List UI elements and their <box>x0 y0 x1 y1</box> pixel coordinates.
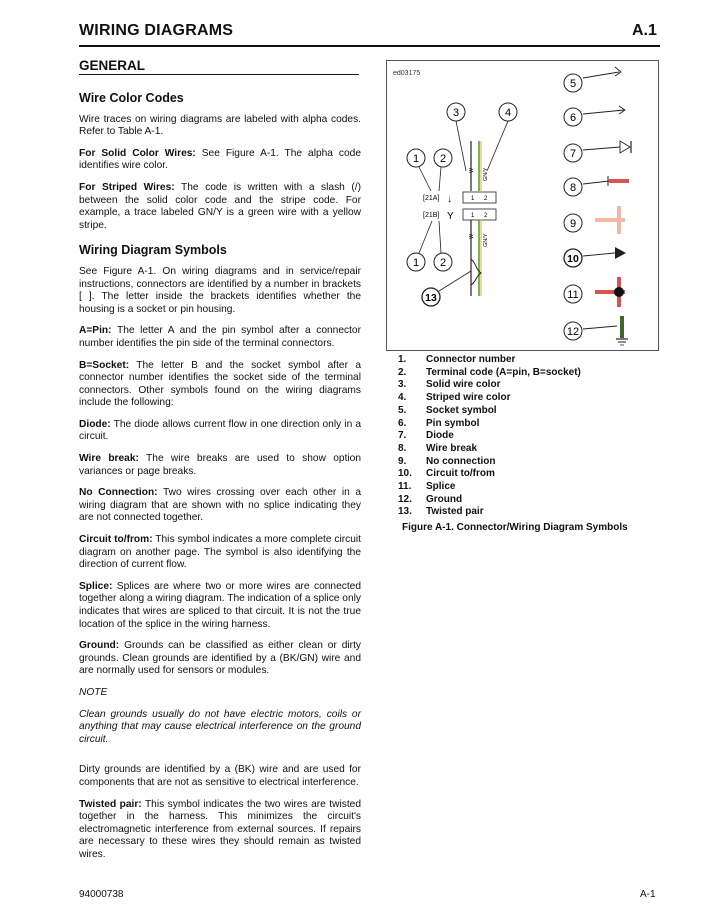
legend-item <box>398 379 581 392</box>
page-title: WIRING DIAGRAMS <box>79 22 234 39</box>
pin-2-a: 2 <box>484 196 488 202</box>
splice-dot-icon <box>614 287 624 297</box>
legend-label: Circuit to/from <box>426 468 495 480</box>
legend-label: Striped wire color <box>426 392 511 404</box>
symbols-intro: See Figure A-1. On wiring diagrams and in service/repair instructions, connectors are identified by a number in brackets [ ]. The letter inside the brackets identifies whether the housing is a socket or pin housing. <box>79 265 361 315</box>
solid-wires-paragraph <box>79 148 361 173</box>
splice-paragraph <box>79 581 361 631</box>
figure-code: ed03175 <box>393 70 421 77</box>
no-connection-vertical <box>617 206 621 234</box>
symbols-heading: Wiring Diagram Symbols <box>79 243 227 258</box>
circuit-arrow-icon <box>615 247 626 259</box>
figure-a1 <box>386 60 659 351</box>
legend-item <box>398 443 581 456</box>
legend-number: 5. <box>398 404 407 416</box>
ground-wire <box>620 316 624 338</box>
leader-3 <box>456 121 466 171</box>
callout-1-top: 1 <box>412 153 420 165</box>
circuit-text: This symbol indicates a more complete circuit diagram on another page. The symbol is also identifying the direction of current flow. <box>79 534 361 571</box>
callout-7: 7 <box>569 148 577 160</box>
legend-number: 7. <box>398 430 407 442</box>
striped-wires-paragraph <box>79 182 361 232</box>
legend-item <box>398 392 581 405</box>
twisted-pair-term: Twisted pair: <box>79 798 142 810</box>
legend-label: Socket symbol <box>426 404 497 416</box>
wire-label-w-bottom: W <box>469 233 475 239</box>
callout-2-top: 2 <box>439 153 447 165</box>
twisted-pair-text: This symbol indicates the two wires are twisted together in the harness. This minimizes the circuit's electromagnetic interference from external sources. If repairs are necessary to these wires they should remain as twisted wires. <box>79 798 361 860</box>
connector-21a <box>463 192 496 203</box>
page-number: A-1 <box>640 889 656 900</box>
callout-11: 11 <box>567 289 579 301</box>
pin-term: A=Pin: <box>79 325 112 337</box>
legend-label: Diode <box>426 430 454 442</box>
pin-2-b: 2 <box>484 213 488 219</box>
figure-caption: Figure A-1. Connector/Wiring Diagram Symbols <box>402 522 628 533</box>
pin-glyph: Y <box>447 211 454 222</box>
solid-wires-text: See Figure A-1. The alpha code identifies wire color. <box>79 147 361 172</box>
legend-item <box>398 354 581 367</box>
pin-1-a: 1 <box>471 196 475 202</box>
wire-label-gny-bottom: GN/Y <box>483 233 489 247</box>
diode-line <box>583 147 620 150</box>
legend-number: 3. <box>398 379 407 391</box>
callout-12: 12 <box>566 326 580 338</box>
legend-label: Ground <box>426 493 463 505</box>
wire-label-w-top: W <box>469 167 475 173</box>
splice-text: Splices are where two or more wires are connected together along a wiring diagram. The indication of a splice only indicates that wires are spliced to that circuit. It is not the true location of the splice in the wiring harness. <box>79 580 361 630</box>
diode-paragraph <box>79 419 361 444</box>
legend-label: Pin symbol <box>426 417 480 429</box>
legend-item <box>398 418 581 431</box>
doc-number: 94000738 <box>79 889 124 900</box>
pin-symbol-line <box>583 110 624 114</box>
socket-term: B=Socket: <box>79 359 130 371</box>
callout-4: 4 <box>504 107 512 119</box>
ground-term: Ground: <box>79 640 120 652</box>
callout-6: 6 <box>569 112 577 124</box>
legend-number: 6. <box>398 417 407 429</box>
legend-label: Splice <box>426 481 456 493</box>
legend-label: Wire break <box>426 442 478 454</box>
callout-8: 8 <box>569 182 577 194</box>
legend-item <box>398 506 581 519</box>
wire-label-gny-top: GN/Y <box>483 167 489 181</box>
wire-break-text: The wire breaks are used to show option variances or page breaks. <box>79 453 361 477</box>
connector-21a-label: [21A] <box>423 195 440 202</box>
wire-break-paragraph <box>79 453 361 478</box>
section-code: A.1 <box>632 22 657 39</box>
legend-item <box>398 456 581 469</box>
legend-label: Twisted pair <box>426 506 484 518</box>
pin-paragraph <box>79 325 361 350</box>
circuit-leader <box>583 253 615 256</box>
pin-1-b: 1 <box>471 213 475 219</box>
connector-21b <box>463 209 496 220</box>
socket-symbol-line <box>583 72 619 78</box>
legend-number: 13. <box>398 506 412 518</box>
callout-3: 3 <box>452 107 460 119</box>
diode-icon <box>620 141 630 153</box>
legend-item <box>398 494 581 507</box>
body-column <box>79 92 361 871</box>
no-connection-text: Two wires crossing over each other in a wiring diagram that are shown with no splice indicating they are not connected together. <box>79 487 361 524</box>
legend-item <box>398 367 581 380</box>
header-divider <box>79 45 660 47</box>
legend-item <box>398 481 581 494</box>
ground-leader <box>583 326 617 329</box>
leader-1-top <box>419 167 431 191</box>
legend-label: Terminal code (A=pin, B=socket) <box>426 366 581 378</box>
diode-term: Diode: <box>79 418 111 430</box>
legend-number: 12. <box>398 493 412 505</box>
legend-number: 8. <box>398 442 407 454</box>
general-heading: GENERAL <box>79 58 359 75</box>
legend-number: 2. <box>398 366 407 378</box>
twisted-pair-paragraph <box>79 799 361 862</box>
legend-item <box>398 430 581 443</box>
solid-wires-term: For Solid Color Wires: <box>79 147 196 159</box>
leader-4 <box>487 121 508 171</box>
callout-9: 9 <box>569 218 577 230</box>
legend-number: 4. <box>398 392 407 404</box>
wire-break-icon <box>609 179 629 183</box>
legend-item <box>398 468 581 481</box>
striped-wires-text: The code is written with a slash (/) between the solid color code and the stripe code. For example, a trace labeled GN/Y is a green wire with a yellow stripe. <box>79 181 361 231</box>
leader-2-bottom <box>439 221 441 253</box>
leader-2-top <box>439 167 441 191</box>
ground-paragraph <box>79 640 361 678</box>
socket-arrow: ↓ <box>447 194 452 205</box>
legend-number: 1. <box>398 354 407 365</box>
legend-number: 9. <box>398 455 407 467</box>
socket-paragraph <box>79 360 361 410</box>
wire-break-leader <box>583 181 609 184</box>
callout-13: 13 <box>425 292 437 304</box>
wire-color-heading: Wire Color Codes <box>79 91 184 105</box>
ground-text: Grounds can be classified as either clean or dirty grounds. Clean grounds are identified by a (BK/GN) wire and are normally used for sensors or modules. <box>79 640 361 677</box>
legend-label: Connector number <box>426 354 516 365</box>
legend-number: 11. <box>398 481 412 493</box>
splice-term: Splice: <box>79 580 113 592</box>
no-connection-paragraph <box>79 487 361 525</box>
wire-break-term: Wire break: <box>79 453 139 465</box>
pin-text: The letter A and the pin symbol after a connector number identifies the pin side of the terminal connectors. <box>79 325 361 349</box>
figure-legend <box>398 354 581 519</box>
dirty-ground-paragraph: Dirty grounds are identified by a (BK) wire and are used for components that are not as sensitive to electrical interference. <box>79 764 361 788</box>
circuit-paragraph <box>79 534 361 572</box>
diode-text: The diode allows current flow in one direction only in a circuit. <box>79 418 361 443</box>
legend-item <box>398 405 581 418</box>
callout-1-bottom: 1 <box>412 257 420 269</box>
legend-label: No connection <box>426 455 496 467</box>
legend-label: Solid wire color <box>426 379 501 391</box>
callout-5: 5 <box>569 78 577 90</box>
legend-number: 10. <box>398 468 412 480</box>
socket-text: The letter B and the socket symbol after a connector number identifies the socket side of the terminal connectors. Other symbols found on the wiring diagrams include the following: <box>79 359 361 409</box>
callout-2-bottom: 2 <box>439 257 447 269</box>
leader-13 <box>439 271 471 291</box>
wire-color-intro: Wire traces on wiring diagrams are labeled with alpha codes. Refer to Table A-1. <box>79 113 361 138</box>
striped-wires-term: For Striped Wires: <box>79 181 175 193</box>
socket-symbol-icon <box>615 67 621 76</box>
note-title: NOTE <box>79 686 108 698</box>
figure-diagram <box>387 61 660 352</box>
circuit-term: Circuit to/from: <box>79 534 153 546</box>
callout-10: 10 <box>567 253 579 265</box>
connector-21b-label: [21B] <box>423 212 440 219</box>
leader-1-bottom <box>419 221 432 253</box>
note-body: Clean grounds usually do not have electric motors, coils or anything that may cause electrical interference on the ground circuit. <box>79 708 361 745</box>
no-connection-term: No Connection: <box>79 487 158 499</box>
